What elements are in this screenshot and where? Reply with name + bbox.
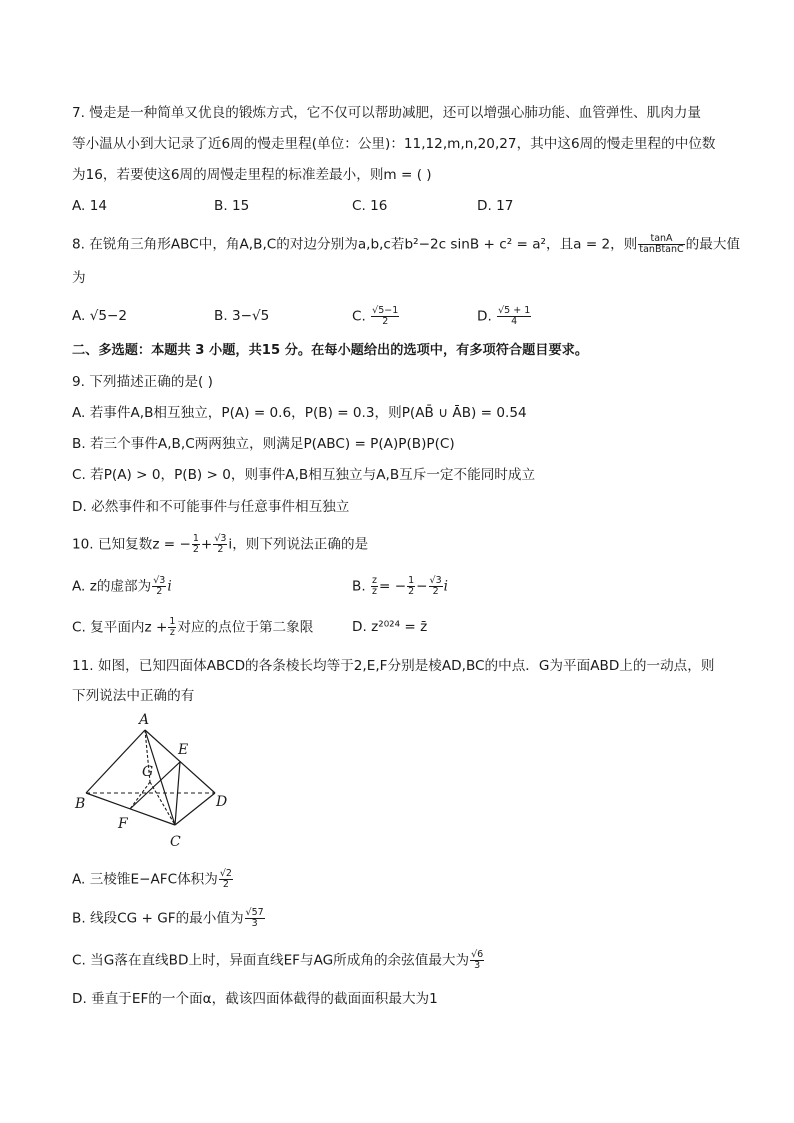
q10-option-b-num-1: z	[371, 575, 377, 586]
q7-option-c[interactable]: C. 16	[352, 198, 388, 214]
q7-options	[72, 196, 752, 216]
q10-option-b-frac-2	[407, 576, 415, 597]
q10-option-b-suffix: i	[443, 578, 448, 595]
q10-stem-suffix: i，则下列说法正确的是	[228, 536, 369, 553]
q11-option-a-frac	[219, 869, 233, 890]
segment-fe	[130, 762, 180, 809]
q11-option-c-den: 3	[474, 960, 481, 971]
q10-frac-1-num: 1	[192, 533, 199, 544]
q8-option-d-frac	[497, 306, 531, 327]
q10-option-b-den-2: 2	[408, 586, 415, 597]
q10-frac-1-den: 2	[192, 544, 199, 555]
label-f: F	[118, 816, 128, 832]
q10-option-b-den-1: z̄	[371, 586, 377, 597]
q8-option-c-prefix: C.	[352, 308, 366, 325]
q11-line-2: 下列说法中正确的有	[72, 688, 195, 704]
q10-option-c-num: 1	[169, 616, 176, 627]
q10-option-a[interactable]	[72, 576, 172, 597]
q7-line-3: 为16，若要使这6周的周慢走里程的标准差最小，则m = ( )	[72, 167, 432, 183]
q10-option-b[interactable]	[352, 576, 448, 597]
q8-options	[72, 306, 752, 326]
q8-line-1	[72, 234, 740, 255]
q10-option-a-frac	[152, 576, 166, 597]
q8-stem-main: 8. 在锐角三角形ABC中，角A,B,C的对边分别为a,b,c若b²−2c sinB + c² = a²，且a = 2，则	[72, 236, 638, 253]
q11-option-b-num: √57	[245, 907, 264, 918]
q8-line-2: 为	[72, 270, 86, 286]
q11-option-b-prefix: B. 线段CG + GF的最小值为	[72, 910, 244, 927]
q10-option-c-frac	[168, 617, 176, 638]
q11-option-c-frac	[470, 950, 484, 971]
segment-gf-hidden	[130, 782, 150, 809]
q10-frac-2	[213, 534, 227, 555]
q10-option-b-mid-2: −	[416, 578, 428, 595]
q8-fraction	[638, 234, 684, 255]
q10-option-a-suffix: i	[167, 578, 172, 595]
q10-frac-2-den: 2	[217, 544, 224, 555]
q7-option-d[interactable]: D. 17	[477, 198, 514, 214]
q10-option-b-den-3: 2	[432, 586, 439, 597]
q10-option-b-frac-3	[429, 576, 443, 597]
tetrahedron-diagram	[72, 710, 242, 855]
q8-fraction-num: tanA	[638, 234, 684, 245]
q10-option-c-prefix: C. 复平面内z +	[72, 619, 168, 636]
q10-option-b-num-3: √3	[429, 575, 442, 586]
q11-option-c-num: √6	[471, 949, 484, 960]
q11-option-b-den: 3	[251, 918, 258, 929]
q10-option-b-prefix: B.	[352, 578, 366, 595]
q10-stem-plus: +	[200, 536, 213, 553]
edge-cd	[175, 793, 215, 825]
q10-option-d[interactable]: D. z²⁰²⁴ = z̄	[352, 619, 428, 635]
q8-option-d-den: 4	[511, 316, 518, 327]
q8-option-b[interactable]: B. 3−√5	[214, 308, 270, 324]
q11-option-a-num: √2	[219, 868, 232, 879]
q10-option-b-num-2: 1	[408, 575, 415, 586]
q10-options-row-1	[72, 576, 752, 596]
q11-option-b-frac	[245, 908, 265, 929]
q10-option-b-mid: = −	[378, 578, 407, 595]
q10-option-a-den: 2	[156, 586, 163, 597]
q10-option-c[interactable]	[72, 617, 313, 638]
q7-option-b[interactable]: B. 15	[214, 198, 250, 214]
q11-option-c-prefix: C. 当G落在直线BD上时，异面直线EF与AG所成角的余弦值最大为	[72, 952, 470, 969]
q7-line-1: 7. 慢走是一种简单又优良的锻炼方式，它不仅可以帮助减肥，还可以增强心肺功能、血管弹性、肌肉力量	[72, 105, 702, 121]
edge-ab	[86, 730, 145, 793]
label-c: C	[170, 834, 181, 850]
q8-option-d-prefix: D.	[477, 308, 492, 325]
label-d: D	[216, 794, 228, 810]
q9-option-b[interactable]: B. 若三个事件A,B,C两两独立，则满足P(ABC) = P(A)P(B)P(C)	[72, 436, 455, 452]
q9-option-d[interactable]: D. 必然事件和不可能事件与任意事件相互独立	[72, 499, 350, 515]
q11-option-a-prefix: A. 三棱锥E−AFC体积为	[72, 871, 218, 888]
q8-option-d[interactable]	[477, 306, 532, 327]
q9-option-a[interactable]: A. 若事件A,B相互独立，P(A) = 0.6，P(B) = 0.3，则P(AB̄ ∪ ĀB) = 0.54	[72, 405, 527, 421]
label-b: B	[75, 796, 86, 812]
q8-option-c[interactable]	[352, 306, 400, 327]
q11-option-d[interactable]: D. 垂直于EF的一个面α，截该四面体截得的截面面积最大为1	[72, 991, 438, 1007]
q10-stem	[72, 534, 368, 555]
label-a: A	[139, 712, 150, 728]
q10-option-c-den: z	[169, 627, 175, 638]
q10-frac-1	[192, 534, 200, 555]
q10-option-b-frac-1	[371, 576, 378, 597]
q8-option-c-num: √5−1	[372, 305, 399, 316]
q10-options-row-2	[72, 617, 752, 637]
q11-option-b[interactable]	[72, 908, 266, 929]
q11-option-c[interactable]	[72, 950, 485, 971]
q10-option-c-suffix: 对应的点位于第二象限	[177, 619, 314, 636]
label-e: E	[178, 742, 189, 758]
label-g: G	[142, 764, 154, 780]
q8-option-a[interactable]: A. √5−2	[72, 308, 128, 324]
q11-line-1: 11. 如图，已知四面体ABCD的各条棱长均等于2,E,F分别是棱AD,BC的中点．G为平面ABD上的一动点，则	[72, 658, 715, 674]
q9-option-c[interactable]: C. 若P(A) > 0，P(B) > 0，则事件A,B相互独立与A,B互斥一定不能同时成立	[72, 467, 536, 483]
q10-option-a-num: √3	[153, 575, 166, 586]
q9-stem: 9. 下列描述正确的是( )	[72, 374, 213, 390]
q7-line-2: 等小温从小到大记录了近6周的慢走里程(单位：公里)：11,12,m,n,20,27，其中这6周的慢走里程的中位数	[72, 136, 716, 152]
q11-option-a[interactable]	[72, 869, 234, 890]
q11-option-a-den: 2	[222, 879, 229, 890]
q10-stem-prefix: 10. 已知复数z = −	[72, 536, 191, 553]
q10-frac-2-num: √3	[214, 533, 227, 544]
segment-gc-hidden	[150, 782, 175, 825]
q10-option-a-prefix: A. z的虚部为	[72, 578, 152, 595]
section-2-heading: 二、多选题：本题共 3 小题，共15 分。在每小题给出的选项中，有多项符合题目要求。	[72, 343, 589, 358]
q8-stem-tail: 的最大值	[685, 236, 741, 253]
q8-option-c-frac	[371, 306, 399, 327]
q7-option-a[interactable]: A. 14	[72, 198, 107, 214]
q8-fraction-den: tanBtanC	[639, 244, 684, 255]
q8-option-c-den: 2	[382, 316, 389, 327]
q8-option-d-num: √5 + 1	[498, 305, 531, 316]
